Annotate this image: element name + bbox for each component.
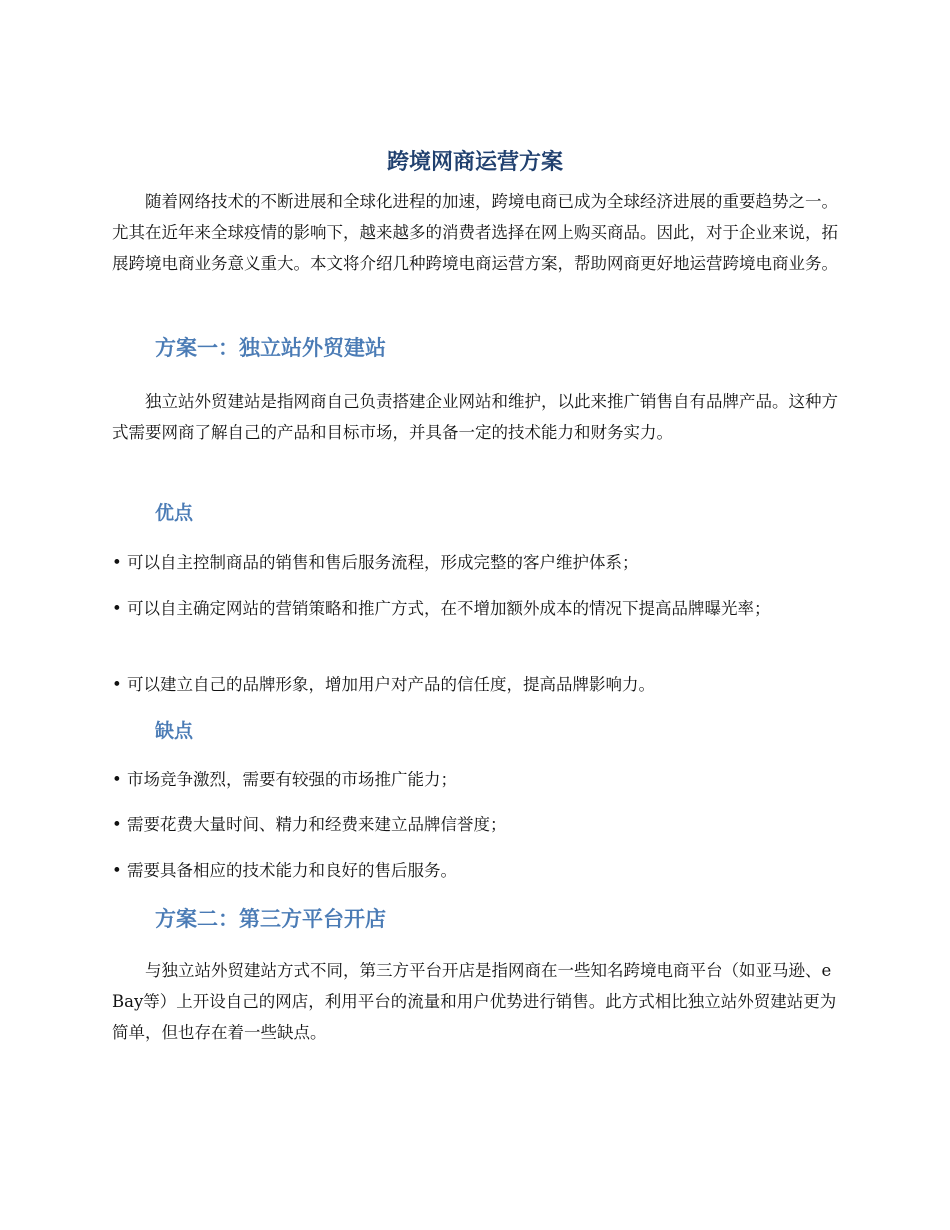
cons-item: • 需要花费大量时间、精力和经费来建立品牌信誉度；: [112, 815, 507, 834]
section1-heading: 方案一：独立站外贸建站: [155, 336, 386, 360]
document-title: 跨境网商运营方案: [386, 150, 563, 175]
pros-item: • 可以建立自己的品牌形象，增加用户对产品的信任度，提高品牌影响力。: [112, 675, 655, 694]
section2-heading: 方案二：第三方平台开店: [155, 907, 386, 931]
cons-item: • 需要具备相应的技术能力和良好的售后服务。: [112, 861, 457, 880]
section1-body: 独立站外贸建站是指网商自己负责搭建企业网站和维护，以此来推广销售自有品牌产品。这种方式需要网商了解自己的产品和目标市场，并具备一定的技术能力和财务实力。: [112, 392, 838, 442]
pros-item: • 可以自主控制商品的销售和售后服务流程，形成完整的客户维护体系；: [112, 553, 639, 572]
cons-item: • 市场竞争激烈，需要有较强的市场推广能力；: [112, 770, 457, 789]
section2-body: 与独立站外贸建站方式不同，第三方平台开店是指网商在一些知名跨境电商平台（如亚马逊、eBay等）上开设自己的网店，利用平台的流量和用户优势进行销售。此方式相比独立站外贸建站更为简单，但也存在着一些缺点。: [112, 961, 837, 1042]
intro-paragraph: 随着网络技术的不断进展和全球化进程的加速，跨境电商已成为全球经济进展的重要趋势之一。尤其在近年来全球疫情的影响下，越来越多的消费者选择在网上购买商品。因此，对于企业来说，拓展跨境电商业务意义重大。本文将介绍几种跨境电商运营方案，帮助网商更好地运营跨境电商业务。: [112, 192, 838, 273]
cons-heading: 缺点: [155, 720, 194, 742]
pros-item: • 可以自主确定网站的营销策略和推广方式，在不增加额外成本的情况下提高品牌曝光率；: [112, 599, 771, 618]
pros-heading: 优点: [155, 502, 194, 524]
